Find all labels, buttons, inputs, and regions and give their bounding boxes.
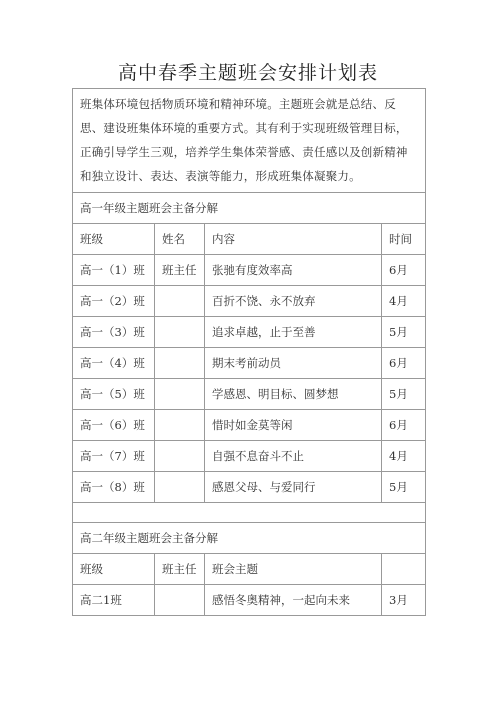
header-class: 班级 [73, 554, 155, 585]
table-row [73, 317, 426, 348]
name-cell: 班主任 [155, 255, 205, 286]
class-cell: 高一（5）班 [73, 379, 155, 410]
class-cell: 高一（8）班 [73, 472, 155, 503]
time-cell: 4月 [382, 441, 426, 472]
header-time: 时间 [382, 224, 426, 255]
schedule-table [72, 88, 426, 616]
intro-paragraph: 班集体环境包括物质环境和精神环境。主题班会就是总结、反思、建设班集体环境的重要方式。其有利于实现班级管理目标，正确引导学生三观，培养学生集体荣誉感、责任感以及创新精神和独立设计、表达、表演等能力，形成班集体凝聚力。 [73, 89, 426, 193]
header-class: 班级 [73, 224, 155, 255]
time-cell: 6月 [382, 410, 426, 441]
spacer-row [73, 503, 426, 523]
name-cell [155, 472, 205, 503]
name-cell [155, 441, 205, 472]
content-cell: 期末考前动员 [205, 348, 382, 379]
class-cell: 高一（6）班 [73, 410, 155, 441]
page-title: 高中春季主题班会安排计划表 [117, 62, 378, 84]
name-cell [155, 317, 205, 348]
class-cell: 高一（7）班 [73, 441, 155, 472]
table-row [73, 255, 426, 286]
content-cell: 自强不息奋斗不止 [205, 441, 382, 472]
time-cell: 6月 [382, 348, 426, 379]
table-row [73, 286, 426, 317]
name-cell [155, 286, 205, 317]
content-cell: 学感恩、明目标、圆梦想 [205, 379, 382, 410]
name-cell [155, 379, 205, 410]
table-row [73, 410, 426, 441]
grade2-header-row [73, 554, 426, 585]
content-cell: 张驰有度效率高 [205, 255, 382, 286]
header-teacher: 班主任 [155, 554, 205, 585]
time-cell: 3月 [382, 585, 426, 616]
grade2-section-title: 高二年级主题班会主备分解 [73, 523, 426, 554]
header-empty [382, 554, 426, 585]
header-content: 内容 [205, 224, 382, 255]
spacer-cell [73, 503, 426, 523]
header-name: 姓名 [155, 224, 205, 255]
name-cell [155, 410, 205, 441]
time-cell: 5月 [382, 472, 426, 503]
time-cell: 4月 [382, 286, 426, 317]
name-cell [155, 585, 205, 616]
content-cell: 感悟冬奥精神，一起向未来 [205, 585, 382, 616]
table-row [73, 472, 426, 503]
table-row [73, 441, 426, 472]
table-row [73, 379, 426, 410]
class-cell: 高一（3）班 [73, 317, 155, 348]
content-cell: 追求卓越，止于至善 [205, 317, 382, 348]
grade1-section-title: 高一年级主题班会主备分解 [73, 193, 426, 224]
content-cell: 感恩父母、与爱同行 [205, 472, 382, 503]
class-cell: 高二1班 [73, 585, 155, 616]
name-cell [155, 348, 205, 379]
content-cell: 百折不饶、永不放弃 [205, 286, 382, 317]
time-cell: 5月 [382, 317, 426, 348]
time-cell: 6月 [382, 255, 426, 286]
time-cell: 5月 [382, 379, 426, 410]
table-row [73, 348, 426, 379]
grade1-header-row [73, 224, 426, 255]
header-theme: 班会主题 [205, 554, 382, 585]
class-cell: 高一（1）班 [73, 255, 155, 286]
content-cell: 惜时如金莫等闲 [205, 410, 382, 441]
class-cell: 高一（2）班 [73, 286, 155, 317]
class-cell: 高一（4）班 [73, 348, 155, 379]
table-row [73, 585, 426, 616]
